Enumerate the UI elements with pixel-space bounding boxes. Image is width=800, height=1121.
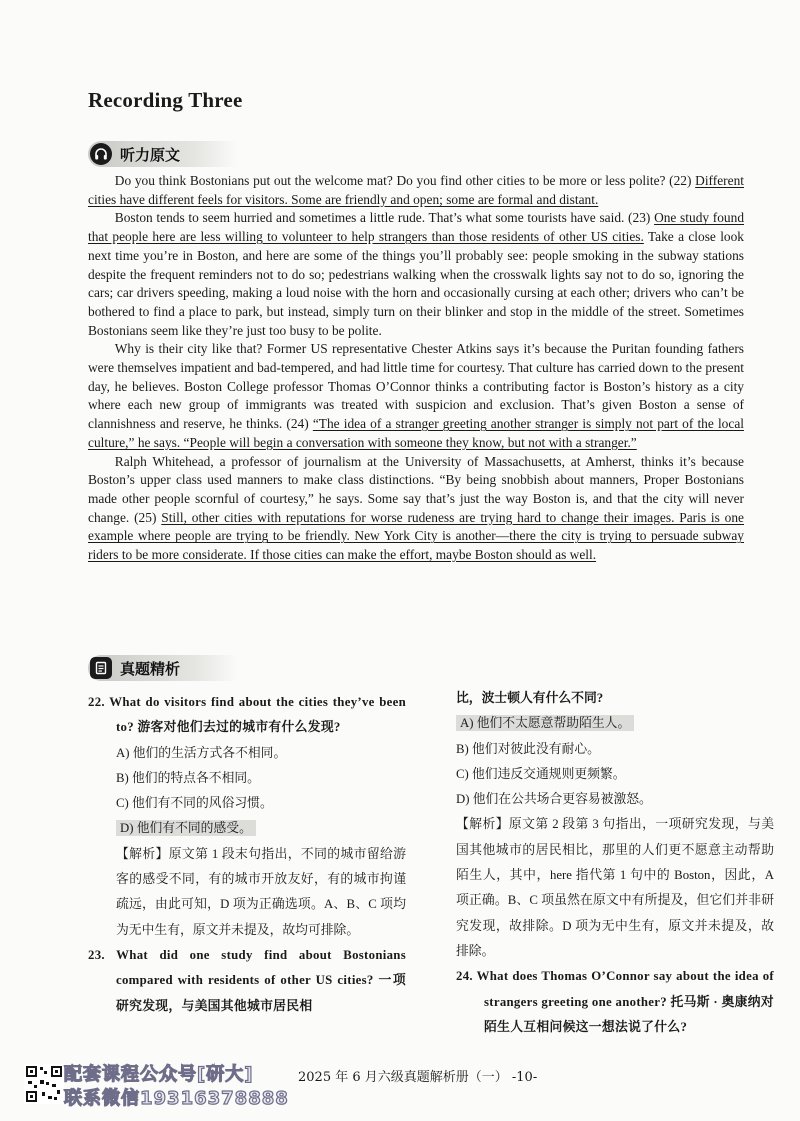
analysis-section-label bbox=[88, 655, 238, 681]
promo-line-2: 联系微信19316378888 bbox=[64, 1088, 289, 1109]
answer-option bbox=[456, 762, 774, 787]
question-stem-continued bbox=[456, 686, 774, 711]
page-title: Recording Three bbox=[88, 88, 243, 112]
item-text: 24. What does Thomas O’Connor say about the idea of strangers greeting one another? 托马斯 · 奥康纳对陌生人互相问候这一想法说了什么? bbox=[456, 969, 774, 1034]
analysis-left-column bbox=[88, 690, 406, 1019]
answer-explanation bbox=[88, 842, 406, 943]
answer-option bbox=[456, 737, 774, 762]
transcript-paragraph bbox=[88, 340, 744, 452]
transcript-section-label bbox=[88, 141, 238, 167]
transcript-paragraph bbox=[88, 209, 744, 340]
question-stem bbox=[88, 690, 406, 741]
item-text: 23. What did one study find about Bostonians compared with residents of other US cities? 一项研究发现，与美国其他城市居民相 bbox=[88, 947, 406, 1013]
item-text: 【解析】原文第 2 段第 3 句指出，一项研究发现，与美国其他城市的居民相比，那里的人们更不愿意主动帮助陌生人，其中，here 指代第 1 句中的 Boston，因此，A 项正确。B、C 项虽然在原文中有所提及，但它们并非研究发现，故排除。D 项为无中生有，原文并未提及，故排除。 bbox=[456, 817, 774, 958]
transcript-segment: Take a close look next time you’re in Boston, and here are some of the things you’ll probably see: people smoking in the subway stations despite the frequent reminders not to do so; pedestrians walking when the crosswalk lights say not to do so, ignoring the cars; car drivers speeding, making a loud noise with the horn and occasionally cursing at each other; drivers who can’t be bothered to find a place to park, but instead, simply turn on their blinker and stop in the middle of the street. Sometimes Bostonians seem like they’re just too busy to be polite. bbox=[88, 229, 744, 338]
answer-underline-text: One study found that people here are less willing to volunteer to help strangers than those residents of other US cities. bbox=[88, 210, 745, 245]
answer-explanation bbox=[456, 812, 774, 964]
answer-option bbox=[88, 766, 406, 791]
transcript-text bbox=[88, 172, 744, 565]
item-text: 比，波士顿人有什么不同? bbox=[456, 691, 604, 705]
transcript-segment: Boston tends to seem hurried and sometimes a little rude. That’s what some tourists have said. (23) bbox=[114, 210, 655, 226]
transcript-segment: Ralph Whitehead, a professor of journalism at the University of Massachusetts, at Amherst, thinks it’s because Boston’s upper class used manners to make class distinctions. “By being snobbish about manners, Proper Bostonians made other people scornful of courtesy,” he says. Some say that’s just the way Boston is, and that the city will never change. (25) bbox=[88, 453, 744, 525]
answer-option bbox=[88, 816, 406, 841]
transcript-label-text: 听力原文 bbox=[120, 145, 181, 164]
answer-underline-text: “The idea of a stranger greeting another stranger is simply not part of the local culture,” he says. “People will begin a conversation with someone they know, but not with a stranger.” bbox=[88, 416, 744, 450]
question-stem bbox=[88, 943, 406, 1019]
page-footer bbox=[0, 1056, 800, 1116]
item-text: 22. What do visitors find about the cities they’ve been to? 游客对他们去过的城市有什么发现? bbox=[88, 695, 406, 735]
answer-option bbox=[88, 741, 406, 766]
transcript-segment: Why is their city like that? Former US representative Chester Atkins says it’s because the Puritan founding fathers were themselves impatient and bad-tempered, and had little time for courtesy. That culture has carried down to the present day, he believes. Boston College professor Thomas O’Connor thinks a contributing factor is Boston’s history as a city where each new group of immigrants was treated with suspicion and exclusion. That’s given Boston a sense of clannishness and reserve, he thinks. (24) bbox=[88, 341, 744, 432]
item-text: B) 他们对彼此没有耐心。 bbox=[456, 741, 600, 756]
answer-underline-text: Still, other cities with reputations for worse rudeness are trying hard to change their images. Paris is one example where people are trying to be friendly. New York City is another—there the city is trying to persuade subway riders to be more considerate. If those cities can make the effort, maybe Boston should as well. bbox=[88, 509, 744, 563]
item-text: 【解析】原文第 1 段末句指出，不同的城市留给游客的感受不同，有的城市开放友好，有的城市拘谨疏远，由此可知，D 项为正确选项。A、B、C 项均为无中生有，原文并未提及，故均可排除。 bbox=[116, 846, 406, 937]
item-text: C) 他们有不同的风俗习惯。 bbox=[116, 796, 273, 811]
answer-option bbox=[456, 711, 774, 736]
transcript-paragraph bbox=[88, 453, 744, 565]
qr-code-icon bbox=[24, 1064, 64, 1104]
answer-option bbox=[88, 791, 406, 816]
answer-option bbox=[456, 787, 774, 812]
item-text: A) 他们的生活方式各不相同。 bbox=[116, 745, 287, 760]
transcript-paragraph bbox=[88, 172, 744, 209]
document-icon bbox=[90, 657, 112, 679]
correct-option-text: D) 他们有不同的感受。 bbox=[116, 820, 256, 836]
transcript-segment: Do you think Bostonians put out the welcome mat? Do you find other cities to be more or less polite? (22) bbox=[114, 173, 696, 188]
question-stem bbox=[456, 964, 774, 1040]
analysis-label-text: 真题精析 bbox=[120, 659, 181, 678]
promo-line-1: 配套课程公众号[研大] bbox=[64, 1064, 254, 1085]
answer-underline-text: Different cities have different feels for visitors. Some are friendly and open; some are formal and distant. bbox=[88, 173, 744, 207]
correct-option-text: A) 他们不太愿意帮助陌生人。 bbox=[456, 715, 634, 731]
analysis-right-column bbox=[456, 686, 774, 1040]
item-text: C) 他们违反交通规则更频繁。 bbox=[456, 766, 626, 781]
page-number-info: 2025 年 6 月六级真题解析册（一） -10- bbox=[298, 1070, 538, 1085]
item-text: D) 他们在公共场合更容易被激怒。 bbox=[456, 792, 652, 807]
item-text: B) 他们的特点各不相同。 bbox=[116, 770, 260, 785]
headphones-icon bbox=[90, 143, 112, 165]
